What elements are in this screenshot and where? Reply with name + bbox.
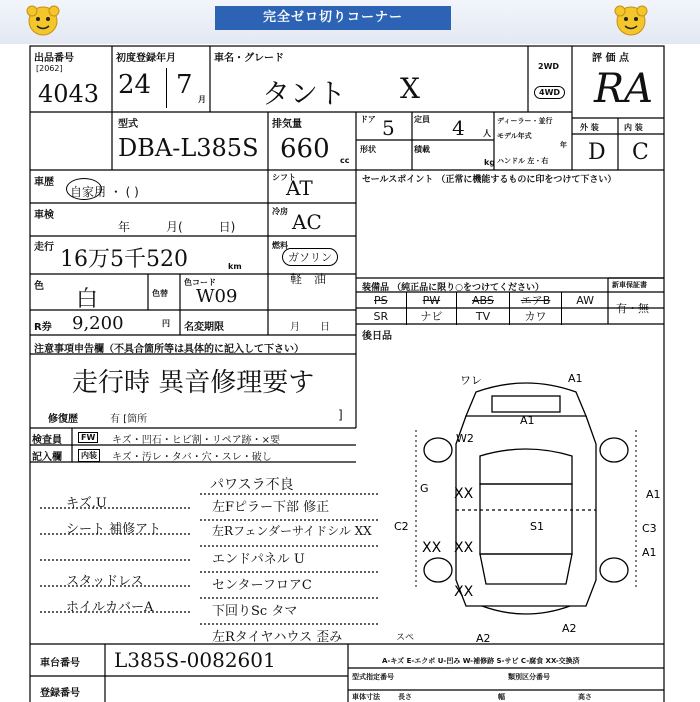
lot-code: [2062] (36, 64, 63, 73)
repair-label: 修復歴 (48, 414, 78, 425)
equip-aw: AW (576, 294, 595, 307)
mark-c2: C2 (394, 520, 409, 533)
score-label: 評 価 点 (592, 53, 629, 64)
remark-right-7: 左Rタイヤハウス 歪み (212, 630, 343, 645)
name-change-label: 名変期限 (184, 322, 224, 333)
equip-airbag: エアB (510, 292, 563, 309)
displacement-label: 排気量 (272, 119, 302, 130)
model-value: DBA-L385S (118, 134, 259, 162)
interior-check-label: 内装 (78, 449, 100, 462)
notes-title: 注意事項申告欄（不具合箇所等は具体的に記入して下さい） (34, 344, 304, 355)
fuel-gasoline-circled: ガソリン (282, 248, 338, 266)
equip-navi: ナビ (407, 308, 458, 325)
year-unit: 年 (560, 141, 567, 149)
mileage-label: 走行 (34, 242, 54, 253)
remark-left-4: スタッドレス (66, 574, 144, 589)
remark-right-6: 下回りSc タマ (212, 604, 298, 619)
mark-xx-2: XX (422, 540, 442, 556)
new-car-value: 有・無 (616, 302, 649, 315)
yen-unit: 円 (162, 319, 170, 328)
mark-a1-right: A1 (646, 488, 661, 501)
color-code-value: W09 (196, 286, 238, 307)
drive-4wd-circled: 4WD (534, 86, 565, 99)
equip-blank (562, 308, 608, 325)
mark-spare: スペ (396, 633, 415, 643)
kg-unit: kg (484, 158, 496, 167)
form-label-2: 類別区分番号 (508, 673, 550, 681)
model-year-label: モデル年式 (497, 132, 532, 140)
new-car-label: 新車保証書 (612, 281, 647, 289)
ac-label: 冷房 (272, 207, 288, 216)
color-change-label: 色替 (152, 289, 168, 298)
first-reg-label: 初度登録年月 (116, 53, 176, 64)
equipment-row-1 (356, 292, 608, 309)
car-name: タント (262, 77, 347, 110)
equipment-row-2 (356, 308, 608, 325)
mark-w2: W2 (456, 432, 474, 445)
interior-label: 内 装 (624, 123, 643, 132)
shift-label: シフト (272, 173, 296, 182)
shift-value: AT (286, 176, 313, 200)
mark-a2-left: A2 (476, 632, 491, 645)
damage-legend: A-キズ E-エクボ U-凹み W-補修跡 S-サビ C-腐食 XX-交換済 (382, 657, 580, 665)
equip-abs: ABS (457, 292, 510, 309)
interior-grade: C (632, 140, 649, 165)
mark-xx-4: XX (454, 584, 474, 600)
drive-2wd: 2WD (538, 62, 560, 71)
cc-unit: cc (340, 156, 350, 165)
inspector-label: 検査員 (32, 435, 62, 446)
year-divider (166, 68, 167, 108)
seats-label: 定員 (414, 115, 430, 124)
mark-a1-front: A1 (568, 372, 583, 385)
vin-label: 車台番号 (40, 658, 80, 669)
remark-left-5: ホイルカバーA (66, 600, 154, 615)
remark-left-2: シート 補修アト (66, 522, 162, 537)
exterior-grade: D (588, 140, 606, 165)
fuel-diesel: 軽 油 (290, 272, 327, 286)
remark-right-5: センターフロアC (212, 578, 312, 593)
mileage-value: 16万5千520 (60, 247, 188, 272)
seats-value: 4 (452, 116, 465, 140)
km-unit: km (228, 262, 242, 271)
shaken-label: 車検 (34, 210, 54, 221)
mark-a1-hood: A1 (520, 414, 535, 427)
remark-left-1: キズ,U (66, 496, 107, 511)
equip-sr: SR (356, 308, 407, 325)
mark-s1: S1 (530, 520, 544, 533)
dealer-label: ディーラー・並行 (497, 117, 553, 125)
score-value: RA (594, 66, 654, 112)
doors-label: ドア (360, 115, 376, 124)
mark-xx-1: XX (454, 486, 474, 502)
shaken-dates: 年 月( 日) (118, 220, 236, 234)
entry-label: 記入欄 (32, 452, 62, 463)
mark-xx-3: XX (454, 540, 474, 556)
lot-number: 4043 (38, 80, 100, 108)
displacement-value: 660 (280, 134, 330, 164)
mark-crack: ワレ (460, 374, 482, 387)
car-grade: X (400, 72, 420, 105)
fw-label: FW (78, 432, 98, 443)
equip-pw: PW (407, 292, 458, 309)
mark-a2-right: A2 (562, 622, 577, 635)
load-label: 積載 (414, 145, 430, 154)
shape-label: 形状 (360, 145, 376, 154)
history-value: 自家用 ・ ( ) (70, 185, 139, 199)
dimension-label: 車体寸法 (352, 693, 380, 701)
equipment-title: 装備品 （純正品に限り○をつけてください） (362, 283, 544, 293)
sales-points-title: セールスポイント （正常に機能するものに印をつけて下さい） (362, 175, 617, 185)
equip-tv: TV (457, 308, 510, 325)
form-label-1: 型式指定番号 (352, 673, 394, 681)
banner-title: 完全ゼロ切りコーナー (215, 6, 451, 30)
check-row-2: キズ・汚レ・タバ・穴・スレ・破し (112, 452, 272, 463)
equip-ps: PS (356, 292, 407, 309)
repair-bracket: ] (338, 408, 343, 422)
remark-right-2: 左Fピラー下部 修正 (212, 500, 330, 515)
recycle-value: 9,200 (72, 313, 124, 334)
mark-g: G (420, 482, 429, 495)
color-code-label: 色コード (184, 278, 216, 287)
car-name-label: 車名・グレード (214, 53, 284, 64)
check-row-1: キズ・凹石・ヒビ割・リペア跡・×要 (112, 435, 280, 446)
remark-right-4: エンドパネル U (212, 552, 305, 567)
remark-right-3: 左Rフェンダーサイドシル XX (212, 524, 372, 538)
equip-leather: カワ (510, 308, 563, 325)
reg-year: 24 (118, 70, 152, 100)
vin-value: L385S-0082601 (114, 648, 276, 672)
color-value: 白 (76, 287, 99, 312)
next-date-label: 後日品 (362, 331, 392, 342)
width-label: 幅 (498, 693, 505, 701)
month-unit: 月 (198, 95, 206, 104)
mark-c3: C3 (642, 522, 657, 535)
history-label: 車歴 (34, 177, 54, 188)
height-label: 高さ (578, 693, 592, 701)
name-change-dates: 月 日 (290, 322, 330, 333)
person-unit: 人 (483, 129, 491, 138)
handle-label: ハンドル 左・右 (497, 157, 549, 165)
exterior-label: 外 装 (580, 123, 599, 132)
notes-content: 走行時 異音修理要す (72, 368, 315, 398)
color-label: 色 (34, 281, 44, 292)
remark-right-1: パワスラ不良 (210, 477, 294, 493)
recycle-label: R券 (34, 322, 52, 333)
model-label: 型式 (118, 119, 138, 130)
ac-value: AC (292, 210, 322, 234)
car-damage-diagram (396, 360, 664, 650)
length-label: 長さ (398, 693, 412, 701)
fuel-label: 燃料 (272, 241, 288, 250)
registration-label: 登録番号 (40, 688, 80, 699)
mark-a1-rear: A1 (642, 546, 657, 559)
lot-label: 出品番号 (34, 53, 74, 64)
repair-value: 有 [箇所 (110, 414, 148, 425)
reg-month: 7 (176, 70, 193, 100)
doors-value: 5 (382, 116, 395, 140)
history-circle (66, 178, 102, 200)
